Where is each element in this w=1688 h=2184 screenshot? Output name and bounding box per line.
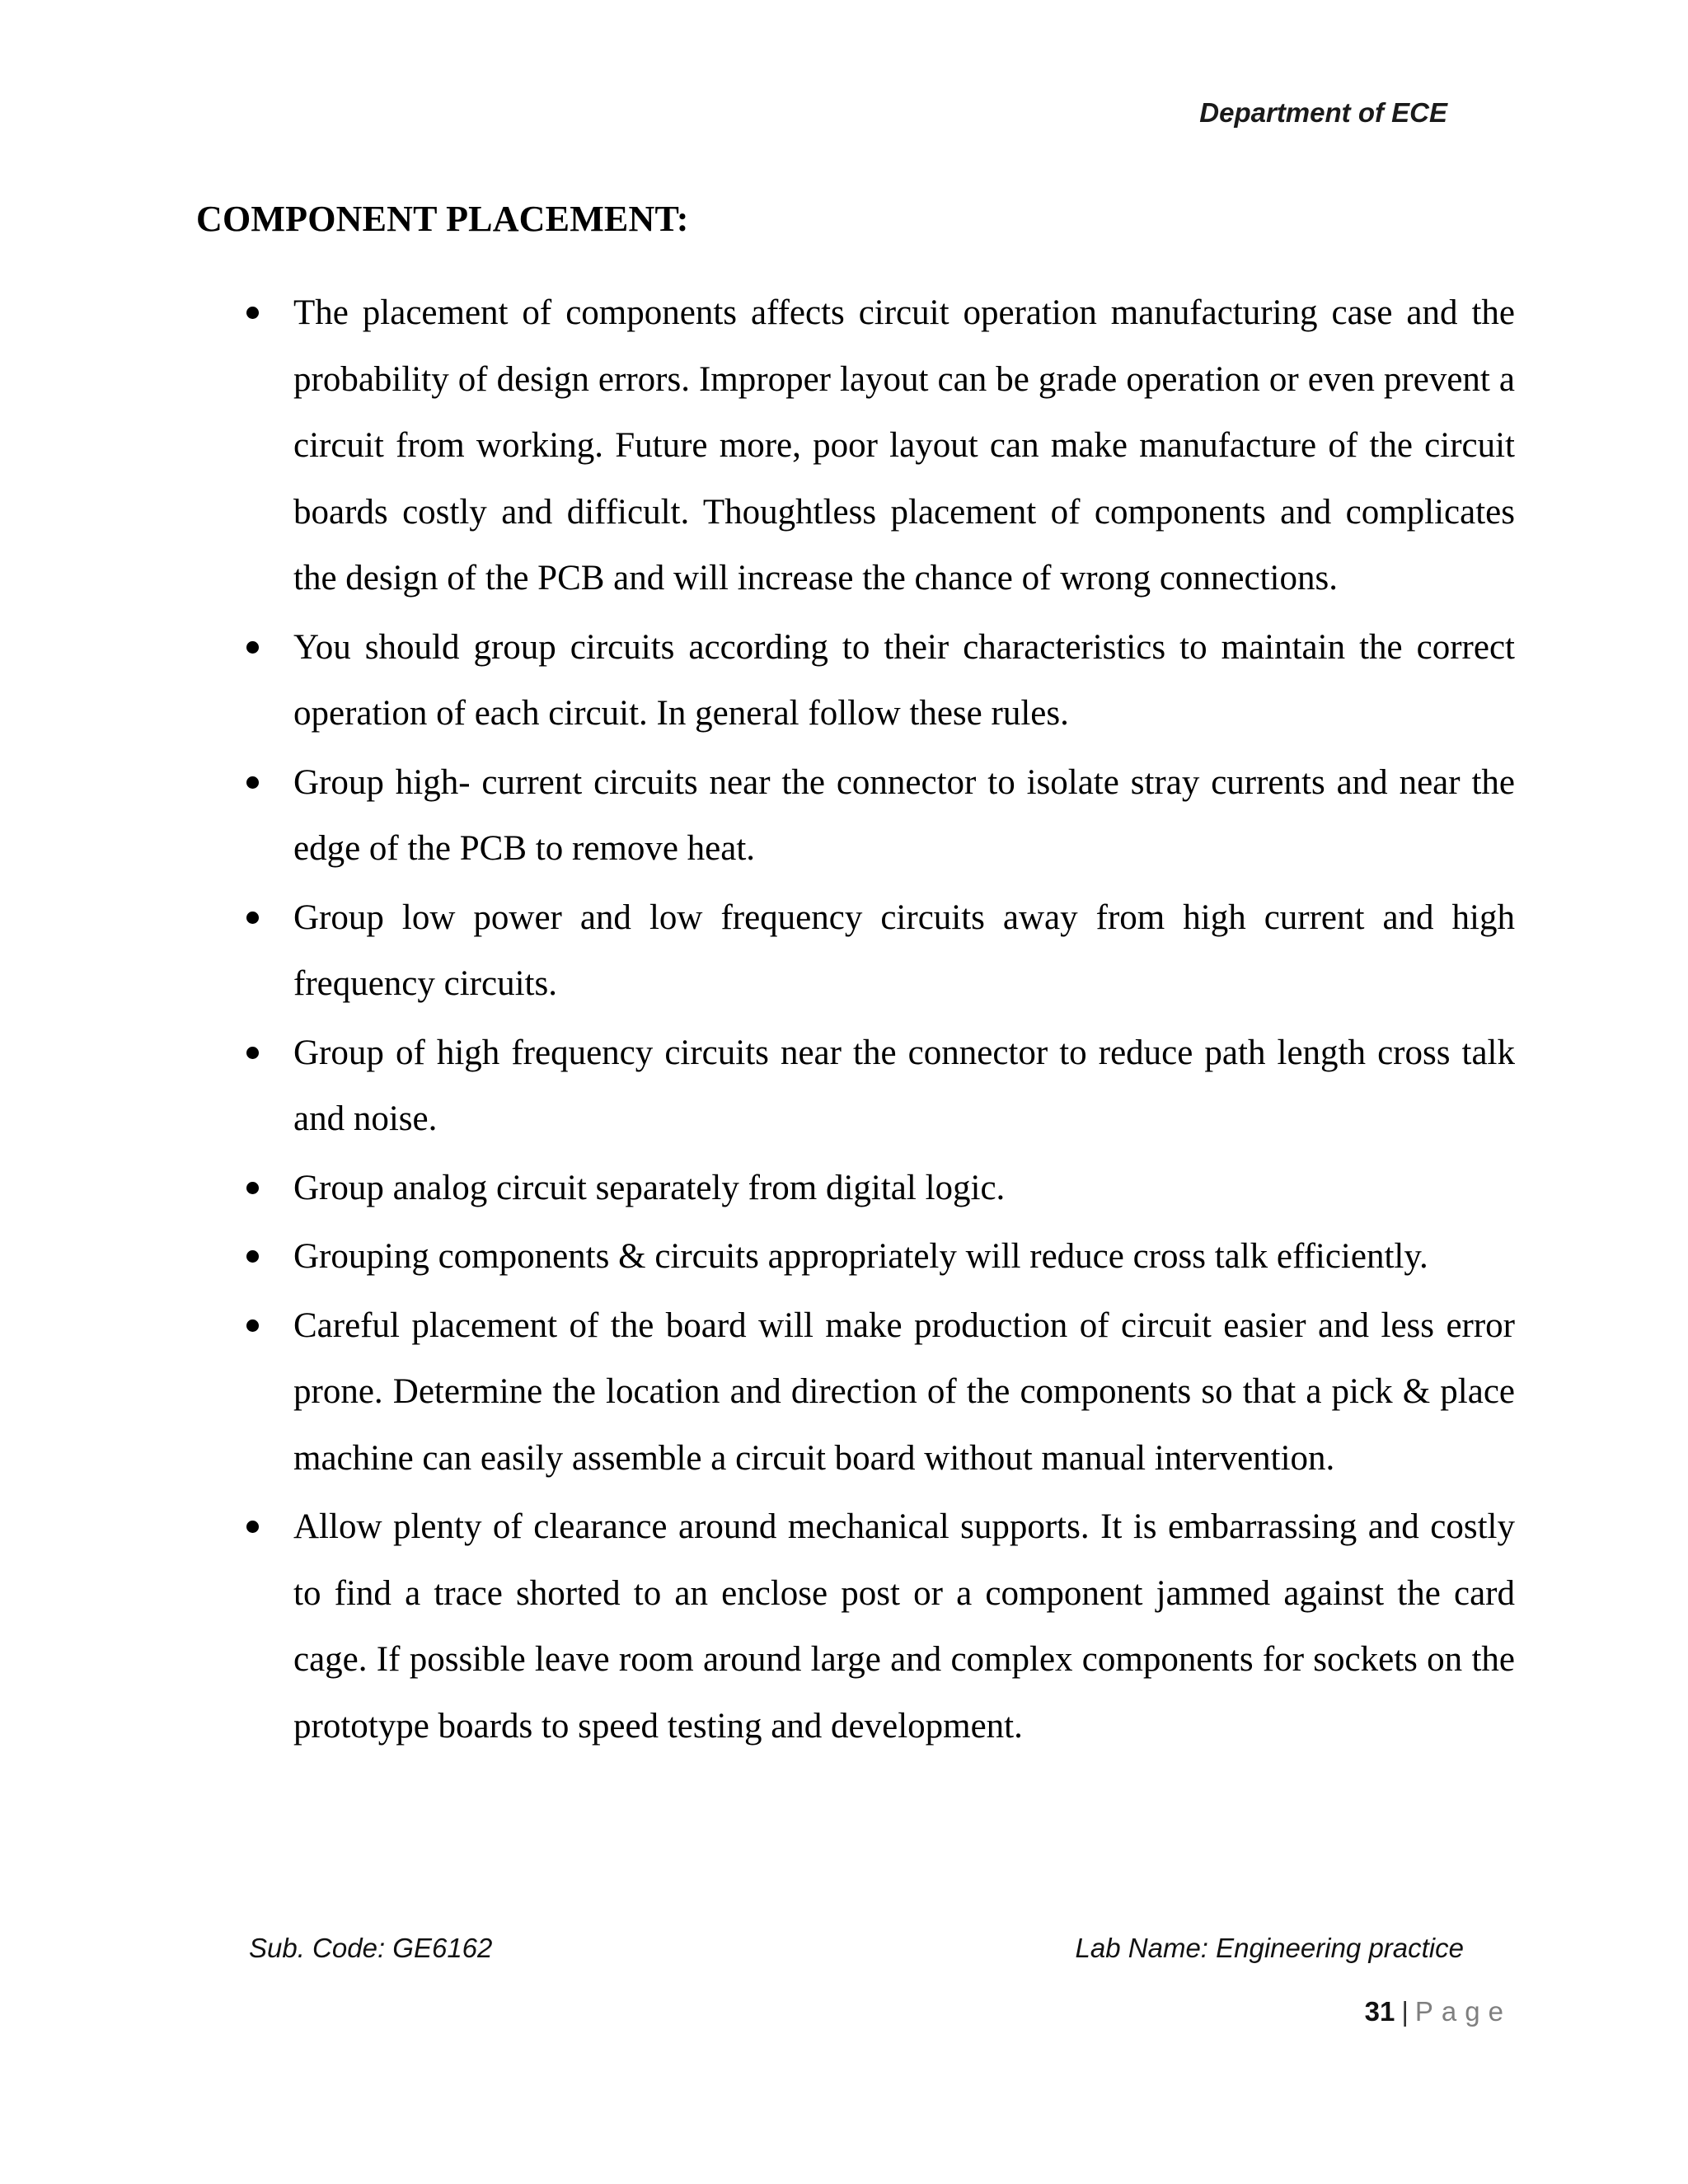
bullet-text: Group of high frequency circuits near the connector to reduce path length cross talk and noise. — [293, 1033, 1515, 1138]
list-item — [293, 1494, 1515, 1760]
page-number: 31 — [1364, 1996, 1395, 2027]
bullet-icon — [246, 307, 259, 319]
department-header: Department of ECE — [1199, 97, 1447, 128]
lab-name: Lab Name: Engineering practice — [1075, 1933, 1464, 1963]
list-item — [293, 280, 1515, 612]
bullet-icon — [246, 1521, 259, 1533]
bullet-icon — [246, 1047, 259, 1059]
bullet-text: You should group circuits according to their characteristics to maintain the correct operation of each circuit. In general follow these rules. — [293, 627, 1515, 733]
bullet-icon — [246, 1250, 259, 1263]
bullet-icon — [246, 1182, 259, 1194]
page-separator: | — [1401, 1996, 1409, 2027]
bullet-text: Group high- current circuits near the connector to isolate stray currents and near the edge of the PCB to remove heat. — [293, 762, 1515, 868]
page-number-block — [1365, 1996, 1512, 2027]
list-item — [293, 1293, 1515, 1493]
list-item — [293, 1224, 1515, 1291]
bullet-icon — [246, 776, 259, 789]
bullet-text: The placement of components affects circuit operation manufacturing case and the probability of design errors. Improper layout can be grade operation or even prevent a circuit from working. Future more, poor layout can make manufacture of the circuit boards costly and difficult. Thoughtless placement of components and complicates the design of the PCB and will increase the chance of wrong connections. — [293, 293, 1515, 598]
list-item — [293, 1020, 1515, 1153]
list-item — [293, 885, 1515, 1018]
bullet-text: Group analog circuit separately from digital logic. — [293, 1168, 1006, 1207]
bullet-list — [293, 280, 1515, 1762]
list-item — [293, 1155, 1515, 1222]
bullet-icon — [246, 912, 259, 924]
section-title: COMPONENT PLACEMENT: — [196, 199, 689, 239]
bullet-text: Careful placement of the board will make production of circuit easier and less error prone. Determine the location and direction of the components so that a pick & place machine can easily assemble a circuit board without manual intervention. — [293, 1305, 1515, 1478]
list-item — [293, 615, 1515, 748]
list-item — [293, 750, 1515, 883]
bullet-text: Allow plenty of clearance around mechanical supports. It is embarrassing and costly to find a trace shorted to an enclose post or a component jammed against the card cage. If possible leave room around large and complex components for sockets on the prototype boards to speed testing and development. — [293, 1507, 1515, 1746]
page-word: Page — [1414, 1996, 1512, 2027]
bullet-text: Grouping components & circuits appropriately will reduce cross talk efficiently. — [293, 1237, 1428, 1276]
bullet-text: Group low power and low frequency circuits away from high current and high frequency circuits. — [293, 898, 1515, 1003]
bullet-icon — [246, 641, 259, 654]
bullet-icon — [246, 1319, 259, 1332]
sub-code: Sub. Code: GE6162 — [249, 1933, 493, 1963]
